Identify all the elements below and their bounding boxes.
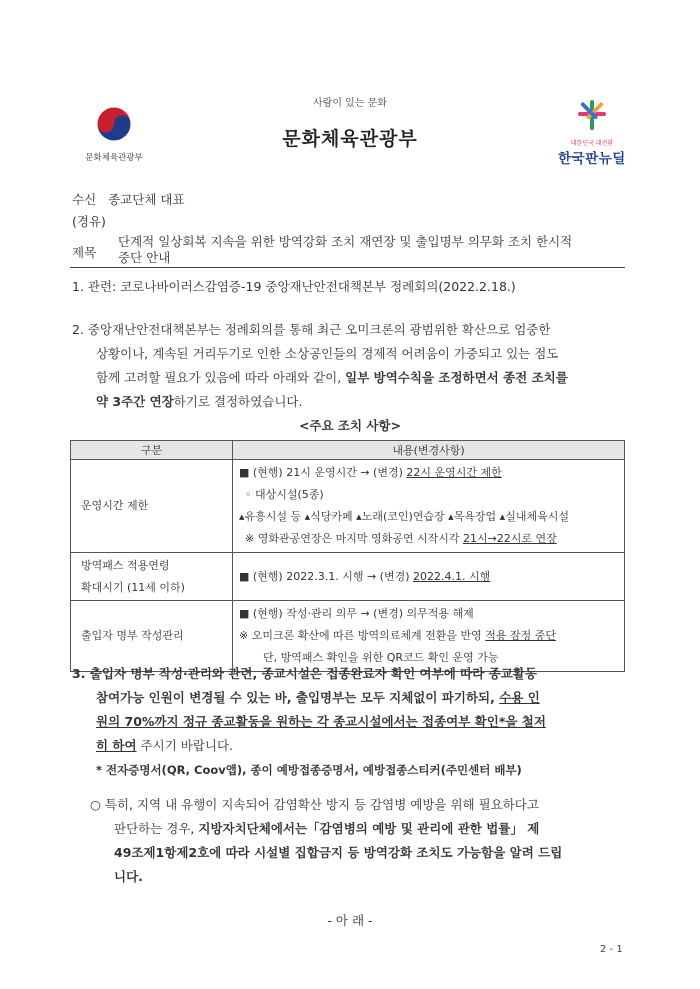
item-3-line-3-text: 원의 70%까지 정규 종교활동을 원하는 각 종교시설에서는 접종여부 확인*을 철저 <box>96 714 546 729</box>
row-underlined: 22시 운영시간 제한 <box>406 466 502 479</box>
row-content <box>233 460 625 553</box>
new-deal-small: 대한민국 대전환 <box>570 140 614 147</box>
subject-line-2: 중단 안내 <box>118 250 171 265</box>
table-caption: <주요 조치 사항> <box>298 418 402 433</box>
new-deal-text: 한국판뉴딜 <box>558 151 626 167</box>
row-content <box>233 601 625 672</box>
item-3 <box>72 662 632 782</box>
below-marker: - 아 래 - <box>327 913 373 928</box>
item-2-line-3a: 함께 고려할 필요가 있음에 따라 아래와 같이, <box>96 370 346 385</box>
row-label <box>71 553 233 601</box>
item-3-line-3 <box>72 710 632 734</box>
subject-text <box>118 234 572 266</box>
recipient <box>72 190 185 208</box>
item-3-line-4a: 히 하여 <box>96 738 137 753</box>
item-2-line-4a: 약 3주간 연장 <box>96 394 174 409</box>
notice-line-2b: 지방자치단체에서는「감염병의 예방 및 관리에 관한 법률」 제 <box>198 821 540 836</box>
item-2-line-4b: 하기로 결정하였습니다. <box>173 394 303 409</box>
item-1: 1. 관련: 코로나바이러스감염증-19 중앙재난안전대책본부 정례회의(2022.2.18.) <box>72 279 516 294</box>
header-rule <box>70 267 625 268</box>
row-label-line: 확대시기 (11세 이하) <box>81 580 185 594</box>
notice-line-3: 49조제1항제2호에 따라 시설별 집합금지 등 방역강화 조치도 가능함을 알려 드립 <box>114 845 563 860</box>
row-line: 단, 방역패스 확인을 위한 QR코드 확인 운영 가능 <box>263 651 499 664</box>
recipient-value: 종교단체 대표 <box>108 192 185 207</box>
via: (경유) <box>72 214 106 229</box>
row-line <box>239 625 618 647</box>
item-2-line-1: 2. 중앙재난안전대책본부는 정례회의를 통해 최근 오미크론의 광범위한 확산으로 엄중한 <box>72 322 551 337</box>
row-text: ■ (현행) 2022.3.1. 시행 → (변경) <box>239 569 413 583</box>
table-row <box>71 601 625 672</box>
emblem-caption: 문화체육관광부 <box>85 153 143 163</box>
item-2-line-3 <box>72 366 632 390</box>
page-number: 2 - 1 <box>600 944 623 955</box>
table-row <box>71 553 625 601</box>
item-3-line-4b: 주시기 바랍니다. <box>136 738 234 753</box>
notice-line-4: 니다. <box>114 869 143 884</box>
item-2 <box>72 318 632 414</box>
row-label: 출입자 명부 작성관리 <box>71 601 233 672</box>
tagline: 사람이 있는 문화 <box>313 98 387 109</box>
measures-table <box>70 440 625 672</box>
item-2-line-3b: 일부 방역수칙을 조정하면서 종전 조치를 <box>345 370 568 385</box>
row-line: ◦ 대상시설(5종) <box>245 488 324 501</box>
row-underlined: 21시→22시로 연장 <box>462 532 557 545</box>
subject-line-1: 단계적 일상회복 지속을 위한 방역강화 조치 재연장 및 출입명부 의무화 조치 한시적 <box>118 234 573 249</box>
table-header-row <box>71 441 625 460</box>
notice-line-1: ○ 특히, 지역 내 유행이 지속되어 감염확산 방지 등 감염병 예방을 위해 필요하다고 <box>90 797 539 812</box>
new-deal-logo <box>552 98 632 167</box>
notice-line-2a: 판단하는 경우, <box>114 821 199 836</box>
row-line <box>239 528 618 550</box>
item-3-line-1: 3. 출입자 명부 작성·관리와 관련, 종교시설은 접종완료자 확인 여부에 따라 종교활동 <box>72 666 537 681</box>
row-text: ■ (현행) 21시 운영시간 → (변경) <box>239 466 407 479</box>
subject-label: 제목 <box>72 245 97 260</box>
recipient-label: 수신 <box>72 192 97 207</box>
table-col-category: 구분 <box>71 441 233 460</box>
row-label: 운영시간 제한 <box>71 460 233 553</box>
table-row <box>71 460 625 553</box>
new-deal-icon <box>572 98 612 132</box>
item-2-line-2: 상황이나, 계속된 거리두기로 인한 소상공인들의 경제적 어려움이 가중되고 있는 점도 <box>96 346 559 361</box>
ministry-title: 문화체육관광부 <box>282 128 418 150</box>
notice-paragraph <box>90 793 630 889</box>
item-2-line-4 <box>72 390 632 414</box>
item-3-line-4 <box>72 734 632 758</box>
item-3-note: * 전자증명서(QR, Coov앱), 종이 예방접종증명서, 예방접종스티커(주민센터 배부) <box>96 763 522 777</box>
notice-line-2 <box>90 817 630 841</box>
item-3-line-2a: 참여가능 인원이 변경될 수 있는 바, 출입명부는 모두 지체없이 파기하되, <box>96 690 500 705</box>
row-text: ※ 오미크론 확산에 따른 방역의료체계 전환을 반영 <box>239 629 486 642</box>
row-line <box>239 462 618 484</box>
row-text: ※ 영화관공연장은 마지막 영화공연 시작시각 <box>245 532 463 545</box>
row-underlined: 적용 잠정 중단 <box>485 629 556 642</box>
row-line: ▴유흥시설 등 ▴식당카페 ▴노래(코인)연습장 ▴목욕장업 ▴실내체육시설 <box>239 510 569 523</box>
table-col-content: 내용(변경사항) <box>233 441 625 460</box>
row-label-line: 방역패스 적용연령 <box>81 558 170 572</box>
item-3-line-2 <box>72 686 632 710</box>
row-content <box>233 553 625 601</box>
row-underlined: 2022.4.1. 시행 <box>413 569 491 583</box>
row-line: ■ (현행) 작성·관리 의무 → (변경) 의무적용 해제 <box>239 607 474 620</box>
item-3-line-2b: 수용 인 <box>499 690 540 705</box>
